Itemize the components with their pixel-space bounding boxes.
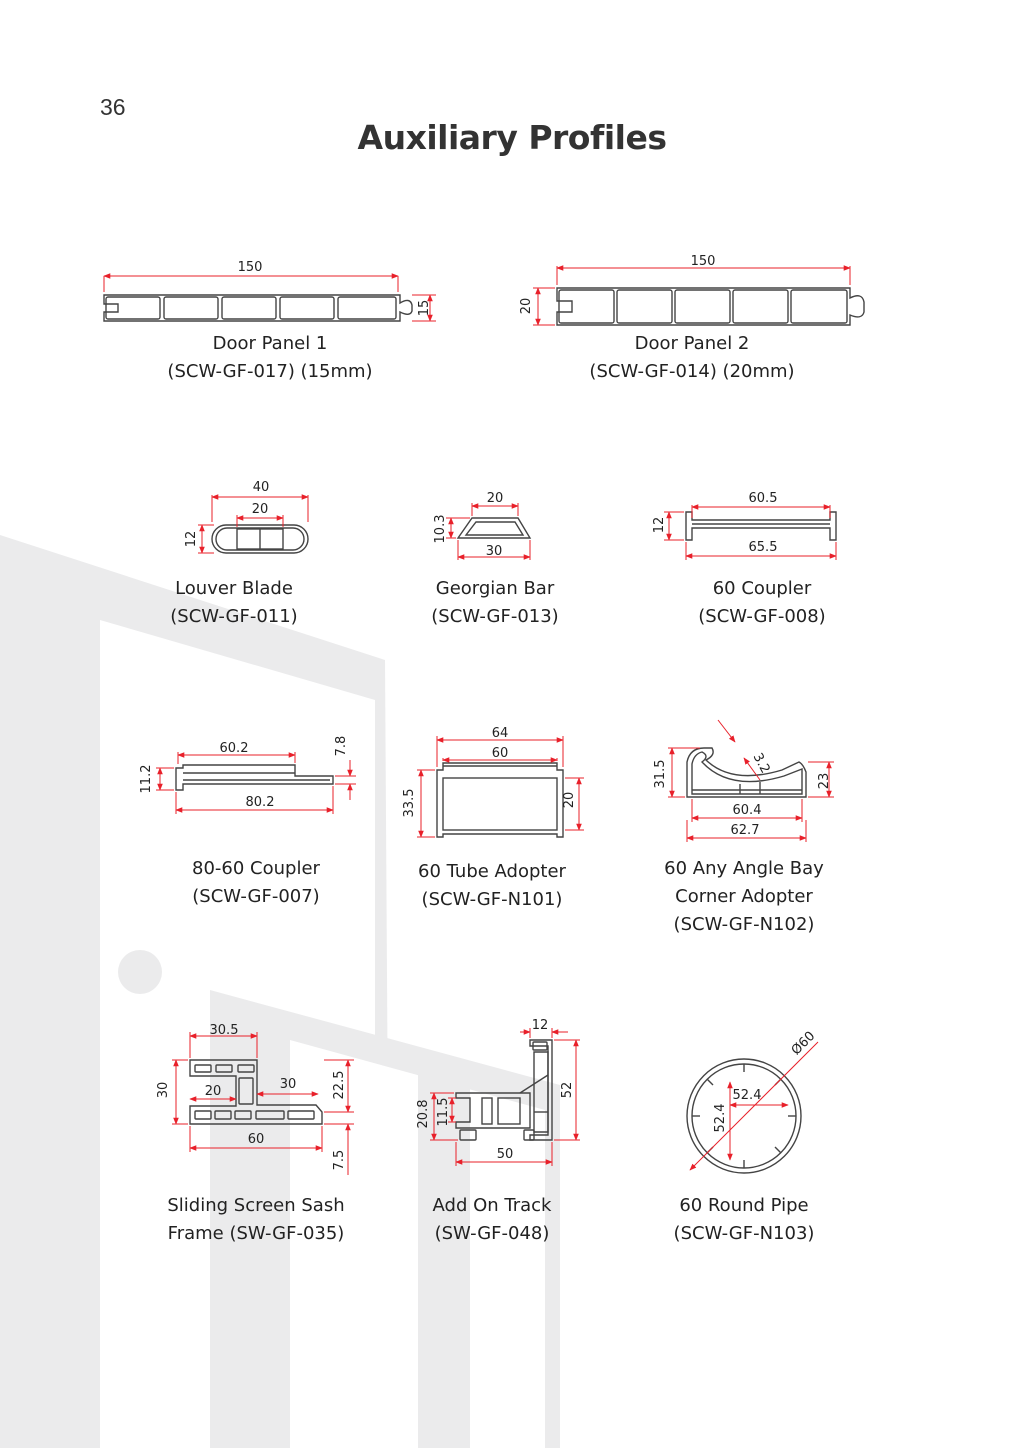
coupler-60-code: (SCW-GF-008) (698, 606, 826, 627)
louver-blade-caption (134, 575, 334, 631)
sliding-sash-dim-30-right: 30 (279, 1077, 297, 1092)
add-on-track-name: Add On Track (432, 1195, 552, 1216)
add-on-track-dim-11-5: 11.5 (436, 1097, 451, 1127)
bay-corner-dim-60-4: 60.4 (732, 803, 762, 818)
sliding-sash-name: Sliding Screen Sash (167, 1195, 345, 1216)
georgian-bar-dim-30: 30 (485, 544, 503, 559)
georgian-bar-dim-10-3: 10.3 (433, 514, 448, 544)
georgian-bar-name: Georgian Bar (435, 578, 555, 599)
coupler-80-60-dim-7-8: 7.8 (334, 735, 349, 757)
coupler-60-dim-60-5: 60.5 (748, 491, 778, 506)
tube-adopter-dim-20: 20 (562, 791, 577, 809)
round-pipe-dim-52-4-vertical: 52.4 (713, 1103, 728, 1133)
add-on-track-code: (SW-GF-048) (434, 1223, 550, 1244)
door-panel-2-caption (542, 330, 842, 386)
door-panel-1-dim-width: 150 (237, 260, 263, 275)
bay-corner-dim-31-5: 31.5 (653, 759, 668, 789)
door-panel-1-drawing (104, 295, 412, 321)
add-on-track-drawing (456, 1040, 552, 1140)
coupler-60-name: 60 Coupler (712, 578, 812, 599)
georgian-bar-caption (395, 575, 595, 631)
bay-corner-name: 60 Any Angle Bay (664, 858, 824, 879)
coupler-60-dim-65-5: 65.5 (748, 540, 778, 555)
sliding-sash-dim-22-5: 22.5 (332, 1070, 347, 1100)
round-pipe-code: (SCW-GF-N103) (673, 1223, 815, 1244)
georgian-bar-code: (SCW-GF-013) (431, 606, 559, 627)
door-panel-2-drawing (557, 288, 864, 325)
tube-adopter-code: (SCW-GF-N101) (421, 889, 563, 910)
tube-adopter-dim-33-5: 33.5 (402, 788, 417, 818)
tube-adopter-caption (392, 858, 592, 914)
door-panel-1-name: Door Panel 1 (212, 333, 328, 354)
bay-corner-drawing (687, 748, 806, 797)
georgian-bar-drawing (458, 518, 530, 538)
bay-corner-name-line-2: Corner Adopter (675, 886, 813, 907)
sliding-sash-dim-30-left: 30 (156, 1081, 171, 1099)
bay-corner-dim-62-7: 62.7 (730, 823, 760, 838)
door-panel-2-name: Door Panel 2 (634, 333, 750, 354)
round-pipe-dim-52-4-horizontal: 52.4 (732, 1088, 762, 1103)
door-panel-1-code: (SCW-GF-017) (15mm) (167, 361, 373, 382)
coupler-60-drawing (686, 512, 836, 540)
coupler-80-60-caption (156, 855, 356, 911)
louver-blade-dim-20: 20 (251, 502, 269, 517)
round-pipe-dim-diameter: Ø60 (788, 1028, 819, 1059)
louver-blade-dim-40: 40 (252, 480, 270, 495)
door-panel-1-caption (120, 330, 420, 386)
sliding-sash-dim-7-5: 7.5 (332, 1149, 347, 1171)
tube-adopter-dim-64: 64 (491, 726, 509, 741)
coupler-80-60-dim-80-2: 80.2 (245, 795, 275, 810)
tube-adopter-dim-60: 60 (491, 746, 509, 761)
coupler-80-60-dim-60-2: 60.2 (219, 741, 249, 756)
tube-adopter-name: 60 Tube Adopter (418, 861, 566, 882)
louver-blade-name: Louver Blade (175, 578, 293, 599)
add-on-track-dim-12: 12 (531, 1018, 549, 1033)
page-title: Auxiliary Profiles (357, 118, 667, 157)
page-number: 36 (100, 94, 126, 120)
tube-adopter-drawing (437, 763, 563, 837)
sliding-sash-code: Frame (SW-GF-035) (167, 1223, 345, 1244)
coupler-80-60-code: (SCW-GF-007) (192, 886, 320, 907)
louver-blade-code: (SCW-GF-011) (170, 606, 298, 627)
louver-blade-drawing (212, 525, 308, 553)
georgian-bar-dim-20: 20 (486, 491, 504, 506)
bay-corner-dim-23: 23 (817, 772, 832, 790)
sliding-sash-caption (136, 1192, 376, 1248)
coupler-80-60-dim-11-2: 11.2 (139, 764, 154, 794)
louver-blade-dim-12: 12 (184, 530, 199, 548)
door-panel-2-code: (SCW-GF-014) (20mm) (589, 361, 795, 382)
coupler-60-caption (662, 575, 862, 631)
add-on-track-dim-50: 50 (496, 1147, 514, 1162)
door-panel-2-dim-height: 20 (519, 297, 534, 315)
add-on-track-caption (392, 1192, 592, 1248)
door-panel-2-dim-width: 150 (690, 254, 716, 269)
round-pipe-caption (644, 1192, 844, 1248)
coupler-80-60-drawing (176, 765, 333, 790)
sliding-sash-dim-30-5: 30.5 (209, 1023, 239, 1038)
bay-corner-dim-3-2: 3.2 (749, 750, 773, 777)
door-panel-1-dim-height: 15 (417, 299, 432, 317)
sliding-sash-dim-20: 20 (204, 1084, 222, 1099)
add-on-track-dim-52: 52 (560, 1081, 575, 1099)
coupler-60-dim-12: 12 (652, 516, 667, 534)
bay-corner-code: (SCW-GF-N102) (673, 914, 815, 935)
add-on-track-dim-20-8: 20.8 (416, 1099, 431, 1129)
bay-corner-caption (634, 855, 854, 939)
coupler-80-60-name: 80-60 Coupler (192, 858, 320, 879)
round-pipe-name: 60 Round Pipe (679, 1195, 809, 1216)
sliding-sash-dim-60: 60 (247, 1132, 265, 1147)
